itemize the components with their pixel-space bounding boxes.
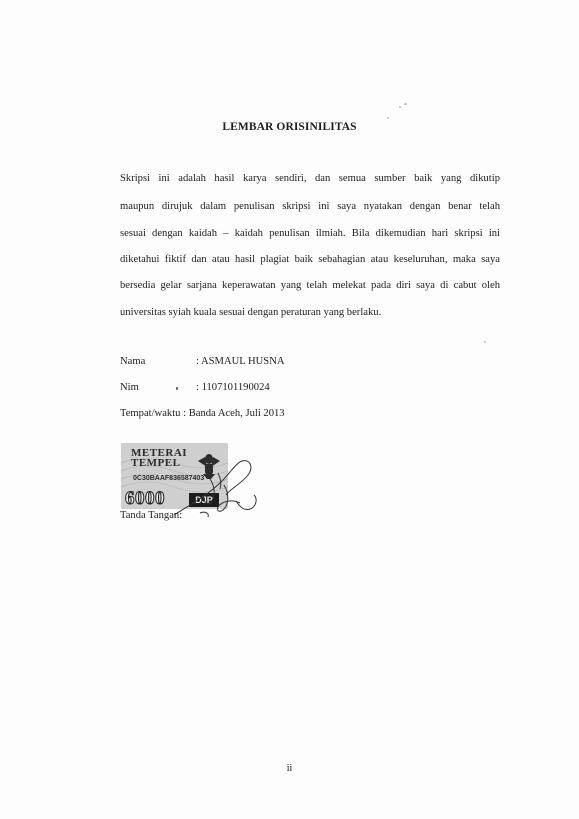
statement-line: sesuai dengan kaidah – kaidah penulisan ilmiah. Bila dikemudian hari skripsi ini [120,228,500,239]
nim-value: : 1107101190024 [196,382,270,393]
scan-speck [176,387,178,390]
signature-label: Tanda Tangan: [120,510,183,521]
statement-line: bersedia gelar sarjana keperawatan yang telah melekat pada diri saya di cabut oleh [120,280,500,291]
statement-line: Skripsi ini adalah hasil karya sendiri, dan semua sumber baik yang dikutip [120,173,500,184]
name-label: Nama [120,356,146,367]
name-value: : ASMAUL HUSNA [196,356,285,367]
stamp-serial: 0C30BAAF836587403 [133,475,205,482]
nim-label: Nim [120,382,139,393]
page-number: ii [286,763,293,774]
place-date: Tempat/waktu : Banda Aceh, Juli 2013 [120,408,285,419]
document-title: LEMBAR ORISINILITAS [222,121,357,133]
scan-speck [387,117,389,119]
stamp-title-line: METERAI [131,447,188,459]
scan-speck [399,106,401,108]
scan-speck [404,103,407,105]
statement-line: maupun dirujuk dalam penulisan skripsi ini saya nyatakan dengan benar telah [120,201,500,212]
stamp-issuer: DJP [189,493,219,507]
statement-line: diketahui fiktif dan atau hasil plagiat baik sebahagian atau keseluruhan, maka saya [120,254,500,265]
scan-speck [484,341,486,343]
handwritten-signature [170,455,265,525]
stamp-value: 6000 [125,488,165,509]
stamp-title-line: TEMPEL [131,457,181,469]
statement-line: universitas syiah kuala sesuai dengan peraturan yang berlaku. [120,307,382,318]
